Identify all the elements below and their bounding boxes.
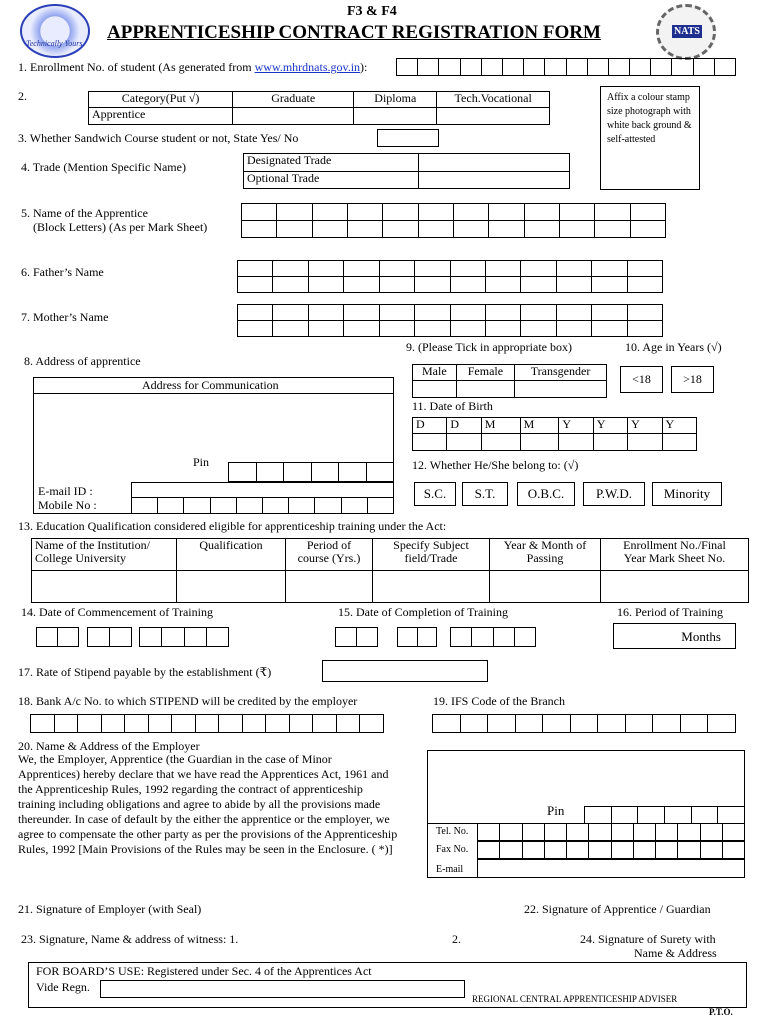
nats-logo-text: NATS — [674, 26, 700, 37]
q1-label-pre: 1. Enrollment No. of student (As generated from — [18, 60, 255, 74]
tech-vocational-cell[interactable] — [437, 108, 550, 125]
q5-label-line1: 5. Name of the Apprentice — [21, 206, 148, 220]
completion-month[interactable] — [397, 627, 437, 647]
edu-header-subject — [373, 539, 490, 571]
q10-label: 10. Age in Years (√) — [625, 340, 722, 354]
gender-table — [412, 364, 607, 398]
employer-pin-boxes[interactable] — [584, 806, 745, 824]
tel-boxes[interactable] — [477, 823, 745, 841]
edu-header-subject-l2: field/Trade — [404, 551, 458, 565]
edu-header-passing — [490, 539, 601, 571]
adviser-label: REGIONAL CENTRAL APPRENTICESHIP ADVISER — [472, 994, 678, 1004]
q24-label-line1: 24. Signature of Surety with — [580, 932, 716, 946]
declaration-line: agree to compensate the other party as per the provisions of the Apprenticeship — [18, 827, 398, 841]
q3-label: 3. Whether Sandwich Course student or not, State Yes/ No — [18, 131, 299, 145]
graduate-header: Graduate — [233, 92, 354, 108]
tel-label: Tel. No. — [436, 826, 469, 837]
dob-table — [412, 417, 697, 451]
edu-header-institution-l2: College University — [35, 551, 126, 565]
q21-label: 21. Signature of Employer (with Seal) — [18, 902, 202, 916]
dob-input[interactable] — [481, 434, 520, 451]
edu-header-passing-l1: Year & Month of — [503, 538, 587, 552]
declaration-line: training including obligations and agree to abide by all the provisions made — [18, 797, 381, 811]
q19-label: 19. IFS Code of the Branch — [433, 694, 565, 708]
declaration-line: Rules, 1992 [Main Provisions of the Rules may be seen in the Enclosure. ( *)] — [18, 842, 393, 856]
edu-header-institution — [32, 539, 177, 571]
age-over-18[interactable]: >18 — [671, 366, 714, 393]
nats-website-link[interactable]: www.mhrdnats.gov.in — [254, 60, 361, 74]
dob-input[interactable] — [593, 434, 627, 451]
commencement-year[interactable] — [139, 627, 229, 647]
edu-header-institution-l1: Name of the Institution/ — [35, 538, 150, 552]
q7-label: 7. Mother’s Name — [21, 310, 109, 324]
employer-pin-label: Pin — [547, 803, 565, 818]
q18-label: 18. Bank A/c No. to which STIPEND will be credited by the employer — [18, 694, 358, 708]
address-pin-label: Pin — [193, 455, 210, 469]
q1-label-post: ): — [360, 60, 368, 74]
edu-header-period-l1: Period of — [306, 538, 352, 552]
q9-label: 9. (Please Tick in appropriate box) — [406, 340, 572, 354]
fax-label: Fax No. — [436, 844, 469, 855]
dob-input[interactable] — [628, 434, 662, 451]
email-label: E-mail ID : — [38, 484, 93, 498]
optional-trade-label: Optional Trade — [244, 172, 419, 189]
edu-header-passing-l2: Passing — [526, 551, 564, 565]
board-use-heading: FOR BOARD’S USE: Registered under Sec. 4 of the Apprentices Act — [36, 964, 372, 978]
declaration-line: the Apprenticeship Rules, 1992 regarding the contract of apprenticeship — [18, 782, 363, 796]
nats-logo — [656, 4, 716, 60]
edu-header-enrollment — [601, 539, 749, 571]
mother-name-row-2[interactable] — [237, 320, 663, 337]
q4-label: 4. Trade (Mention Specific Name) — [21, 160, 186, 174]
dob-d1: D — [413, 418, 447, 434]
designated-trade-label: Designated Trade — [244, 154, 419, 172]
photo-instructions: Affix a colour stamp size photograph with white back ground & self-attested — [607, 92, 692, 145]
diploma-header: Diploma — [354, 92, 437, 108]
photo-box[interactable] — [600, 86, 700, 190]
education-table — [31, 538, 749, 603]
dob-input[interactable] — [559, 434, 593, 451]
diploma-cell[interactable] — [354, 108, 437, 125]
designated-trade-input[interactable] — [419, 154, 570, 172]
category-table — [88, 91, 550, 125]
regn-number-input[interactable] — [100, 980, 465, 998]
declaration-line: thereunder. In case of default by the either the apprentice or the employer, we — [18, 812, 390, 826]
q11-label: 11. Date of Birth — [412, 399, 493, 413]
enrollment-no-boxes[interactable] — [396, 58, 736, 76]
email-input[interactable] — [131, 482, 394, 498]
declaration-text — [18, 752, 416, 857]
commencement-month[interactable] — [87, 627, 132, 647]
q5-label-line2: (Block Letters) (As per Mark Sheet) — [33, 220, 208, 234]
edu-input-qualification[interactable] — [177, 571, 286, 603]
mobile-boxes[interactable] — [131, 497, 394, 514]
fax-boxes[interactable] — [477, 841, 745, 859]
q16-label: 16. Period of Training — [617, 605, 724, 619]
tech-vocational-header: Tech.Vocational — [437, 92, 550, 108]
months-unit: Months — [681, 629, 721, 644]
dob-m2: M — [520, 418, 559, 434]
q23-witness-2: 2. — [452, 932, 461, 946]
edu-input-subject[interactable] — [373, 571, 490, 603]
completion-year[interactable] — [450, 627, 536, 647]
q15-label: 15. Date of Completion of Training — [338, 605, 508, 619]
stipend-rate-input[interactable] — [322, 660, 488, 682]
dob-m1: M — [481, 418, 520, 434]
q23-label: 23. Signature, Name & address of witness: 1. — [21, 932, 239, 946]
employer-email-label: E-mail — [436, 864, 464, 875]
trade-table — [243, 153, 570, 189]
gender-transgender: Transgender — [515, 365, 607, 381]
dob-y3: Y — [628, 418, 662, 434]
father-name-row-2[interactable] — [237, 276, 663, 293]
dob-input[interactable] — [662, 434, 696, 451]
apprentice-name-row-2[interactable] — [241, 220, 666, 238]
employer-email-input[interactable] — [477, 859, 745, 878]
commencement-day[interactable] — [36, 627, 79, 647]
q24-label-line2: Name & Address — [634, 946, 717, 960]
edu-header-qualification — [177, 539, 286, 571]
graduate-cell[interactable] — [233, 108, 354, 125]
dob-y2: Y — [593, 418, 627, 434]
edu-header-period — [286, 539, 373, 571]
edu-header-qualification-l1: Qualification — [199, 538, 263, 552]
gender-male-tick[interactable] — [413, 381, 457, 398]
dob-input[interactable] — [447, 434, 481, 451]
option-st[interactable]: S.T. — [462, 482, 508, 506]
q12-label: 12. Whether He/She belong to: (√) — [412, 458, 579, 472]
address-title: Address for Communication — [142, 378, 279, 392]
option-sc[interactable]: S.C. — [414, 482, 456, 506]
q6-label: 6. Father’s Name — [21, 265, 104, 279]
q20-label: 20. Name & Address of the Employer — [18, 739, 200, 753]
age-under-18[interactable]: <18 — [620, 366, 663, 393]
gender-male: Male — [413, 365, 457, 381]
edu-header-period-l2: course (Yrs.) — [297, 551, 361, 565]
father-name-row-1[interactable] — [237, 260, 663, 277]
edu-header-enrollment-l2: Year Mark Sheet No. — [623, 551, 726, 565]
pto-label: P.T.O. — [709, 1007, 733, 1017]
address-title-divider — [33, 393, 394, 394]
q1-label — [18, 60, 367, 75]
dob-d2: D — [447, 418, 481, 434]
dob-input[interactable] — [520, 434, 559, 451]
apprentice-name-row-1[interactable] — [241, 203, 666, 221]
vide-regn-label: Vide Regn. — [36, 980, 90, 994]
option-pwd[interactable]: P.W.D. — [583, 482, 645, 506]
q8-label: 8. Address of apprentice — [24, 354, 141, 368]
gender-transgender-tick[interactable] — [515, 381, 607, 398]
apprentice-row-label: Apprentice — [89, 108, 233, 125]
q17-label: 17. Rate of Stipend payable by the establishment (₹) — [18, 665, 272, 679]
mother-name-row-1[interactable] — [237, 304, 663, 321]
q2-number: 2. — [18, 89, 27, 103]
option-minority[interactable]: Minority — [652, 482, 722, 506]
gender-female-tick[interactable] — [456, 381, 514, 398]
category-header: Category(Put √) — [89, 92, 233, 108]
dob-y1: Y — [559, 418, 593, 434]
gender-female: Female — [456, 365, 514, 381]
left-logo-caption: Technically Yours — [26, 39, 83, 48]
declaration-line: Apprentices) hereby declare that we have read the Apprentices Act, 1961 and — [18, 767, 389, 781]
optional-trade-input[interactable] — [419, 172, 570, 189]
q22-label: 22. Signature of Apprentice / Guardian — [524, 902, 711, 916]
edu-header-enrollment-l1: Enrollment No./Final — [623, 538, 726, 552]
form-code: F3 & F4 — [347, 4, 397, 19]
edu-input-enrollment[interactable] — [601, 571, 749, 603]
declaration-line: We, the Employer, Apprentice (the Guardian in the case of Minor — [18, 752, 332, 766]
left-logo — [20, 4, 90, 58]
training-period-input[interactable] — [613, 623, 736, 649]
address-pin-boxes[interactable] — [228, 462, 394, 482]
edu-header-subject-l1: Specify Subject — [393, 538, 469, 552]
completion-day[interactable] — [335, 627, 378, 647]
bank-account-boxes[interactable] — [30, 714, 384, 733]
option-obc[interactable]: O.B.C. — [517, 482, 575, 506]
dob-input[interactable] — [413, 434, 447, 451]
dob-y4: Y — [662, 418, 696, 434]
mobile-label: Mobile No : — [38, 498, 97, 512]
edu-input-passing[interactable] — [490, 571, 601, 603]
ifsc-boxes[interactable] — [432, 714, 736, 733]
q14-label: 14. Date of Commencement of Training — [21, 605, 213, 619]
edu-input-period[interactable] — [286, 571, 373, 603]
edu-input-institution[interactable] — [32, 571, 177, 603]
page-title: APPRENTICESHIP CONTRACT REGISTRATION FORM — [107, 22, 601, 43]
q13-label: 13. Education Qualification considered eligible for apprenticeship training under the Act: — [18, 519, 447, 533]
sandwich-course-input[interactable] — [377, 129, 439, 147]
